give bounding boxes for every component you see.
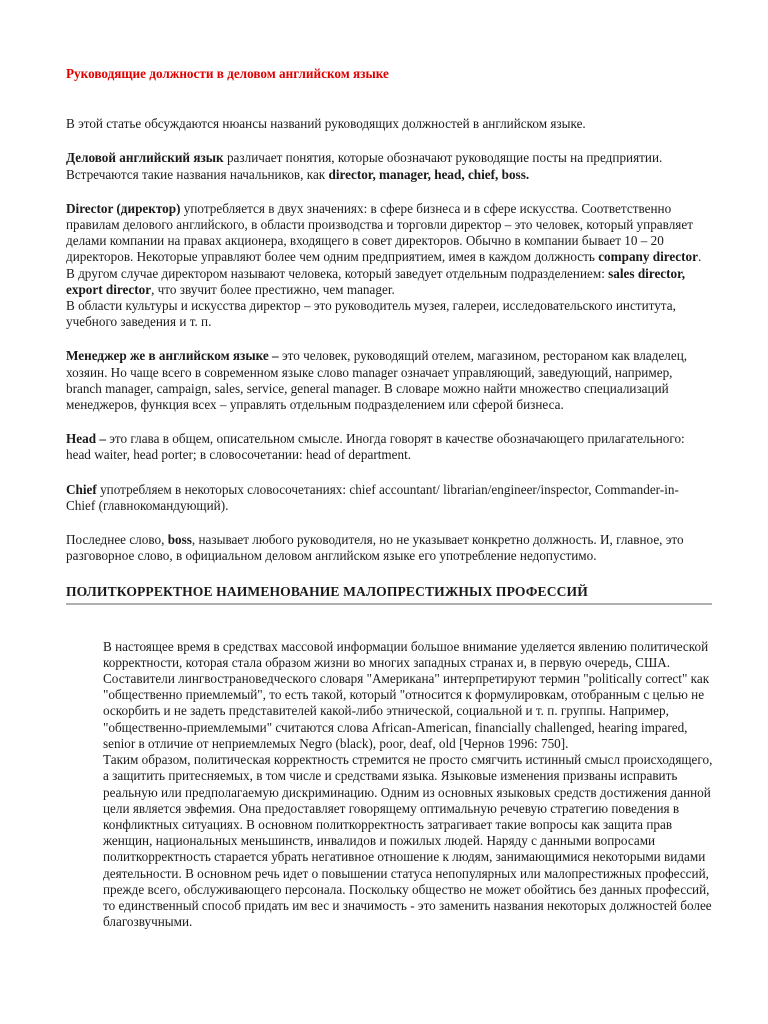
term-titles-list: director, manager, head, chief, boss. [328,166,530,182]
paragraph-head: Head – это глава в общем, описательном смысле. Иногда говорят в качестве обозначающего прилагательного: head waiter, head porter; в словосочетании: head of department. [66,431,685,463]
term-sales-director: sales director, export director [66,265,686,297]
document-title: Руководящие должности в деловом английском языке [66,66,389,81]
section-paragraph-2: Таким образом, политическая корректность стремится не просто смягчить истинный смысл происходящего, а защитить притесняемых, в том числе и средствами языка. Языковые изменения призваны исправить реальную или предполагаемую дискриминацию. Одним из основных языковых средств достижения данной цели является эвфемия. Она предоставляет говорящему оптимальную речевую стратегию поведения в конфликтных ситуациях. В основном политкорректность затрагивает такие вопросы как защита прав женщин, национальных меньшинств, инвалидов и пожилых людей. Наряду с данными вопросами политкорректность старается убрать негативное отношение к людям, занимающимися некоторыми видами деятельности. В основном речь идет о повышении статуса непопулярных или малопрестижных профессий, прежде всего, обслуживающего персонала. Поскольку общество не может обойтись без данных профессий, то единственный способ придать им вес и значимость - это заменить названия некоторых должностей более благозвучными. [103,752,713,930]
paragraph-director: Director (директор) употребляется в двух значениях: в сфере бизнеса и в сфере искусства. Соответственно правилам делового английского, в области производства и торговли директор – это человек, который управляет делами компании на правах акционера, входящего в совет директоров. Обычно в компании бывает 10 – 20 директоров. Некоторые управляют более чем одним предприятием, имея в каждом должность company director. В другом случае директором называют человека, который заведует отдельным подразделением: sales director, export director, что звучит более престижно, чем manager. В области культуры и искусства директор – это руководитель музея, галереи, исследовательского института, учебного заведения и т. п. [66,200,702,330]
paragraph-chief: Chief употребляем в некоторых словосочетаниях: chief accountant/ librarian/engineer/inspector, Commander-in-Chief (главнокомандующий). [66,481,679,513]
term-chief: Chief [66,481,97,497]
paragraph-business-english: Деловой английский язык различает понятия, которые обозначают руководящие посты на предприятии. Встречаются такие названия начальников, как director, manager, head, chief, boss. [66,150,663,182]
paragraph-manager: Менеджер же в английском языке – это человек, руководящий отелем, магазином, рестораном как владелец, хозяин. Но чаще всего в современном языке слово manager означает управляющий, заведующий, например, branch manager, campaign, sales, service, general manager. В словаре можно найти множество специализаций менеджеров, функция всех – управлять отдельным подразделением или сферой бизнеса. [66,348,688,413]
intro-paragraph: В этой статье обсуждаются нюансы названий руководящих должностей в английском языке. [66,116,586,132]
term-head: Head – [66,431,106,447]
paragraph-boss: Последнее слово, boss, называет любого руководителя, но не указывает конкретно должность. И, главное, это разговорное слово, в официальном деловом английском языке его употребление недопустимо. [66,532,684,564]
term-director: Director (директор) [66,200,181,216]
term-business-english: Деловой английский язык [66,150,224,166]
section-body [103,639,715,931]
term-company-director: company director [598,249,698,265]
term-boss: boss [167,532,192,548]
section-heading: ПОЛИТКОРРЕКТНОЕ НАИМЕНОВАНИЕ МАЛОПРЕСТИЖНЫХ ПРОФЕССИЙ [66,584,712,604]
term-manager: Менеджер же в английском языке – [66,348,279,364]
section-paragraph-1: В настоящее время в средствах массовой информации большое внимание уделяется явлению политической корректности, которая стала образом жизни во многих западных странах и, в первую очередь, США. Составители лингвострановедческого словаря "Американа" интерпретируют термин "politically correct" как "общественно приемлемый", то есть такой, который "относится к формулировкам, отобранным с целью не оскорбить и не задеть представителей какой-либо этнической, социальной и т. п. группы. Например, "общественно-приемлемыми" считаются слова African-American, financially challenged, hearing impared, senior в отличие от неприемлемых Negro (black), poor, deaf, old [Чернов 1996: 750]. [103,638,710,751]
